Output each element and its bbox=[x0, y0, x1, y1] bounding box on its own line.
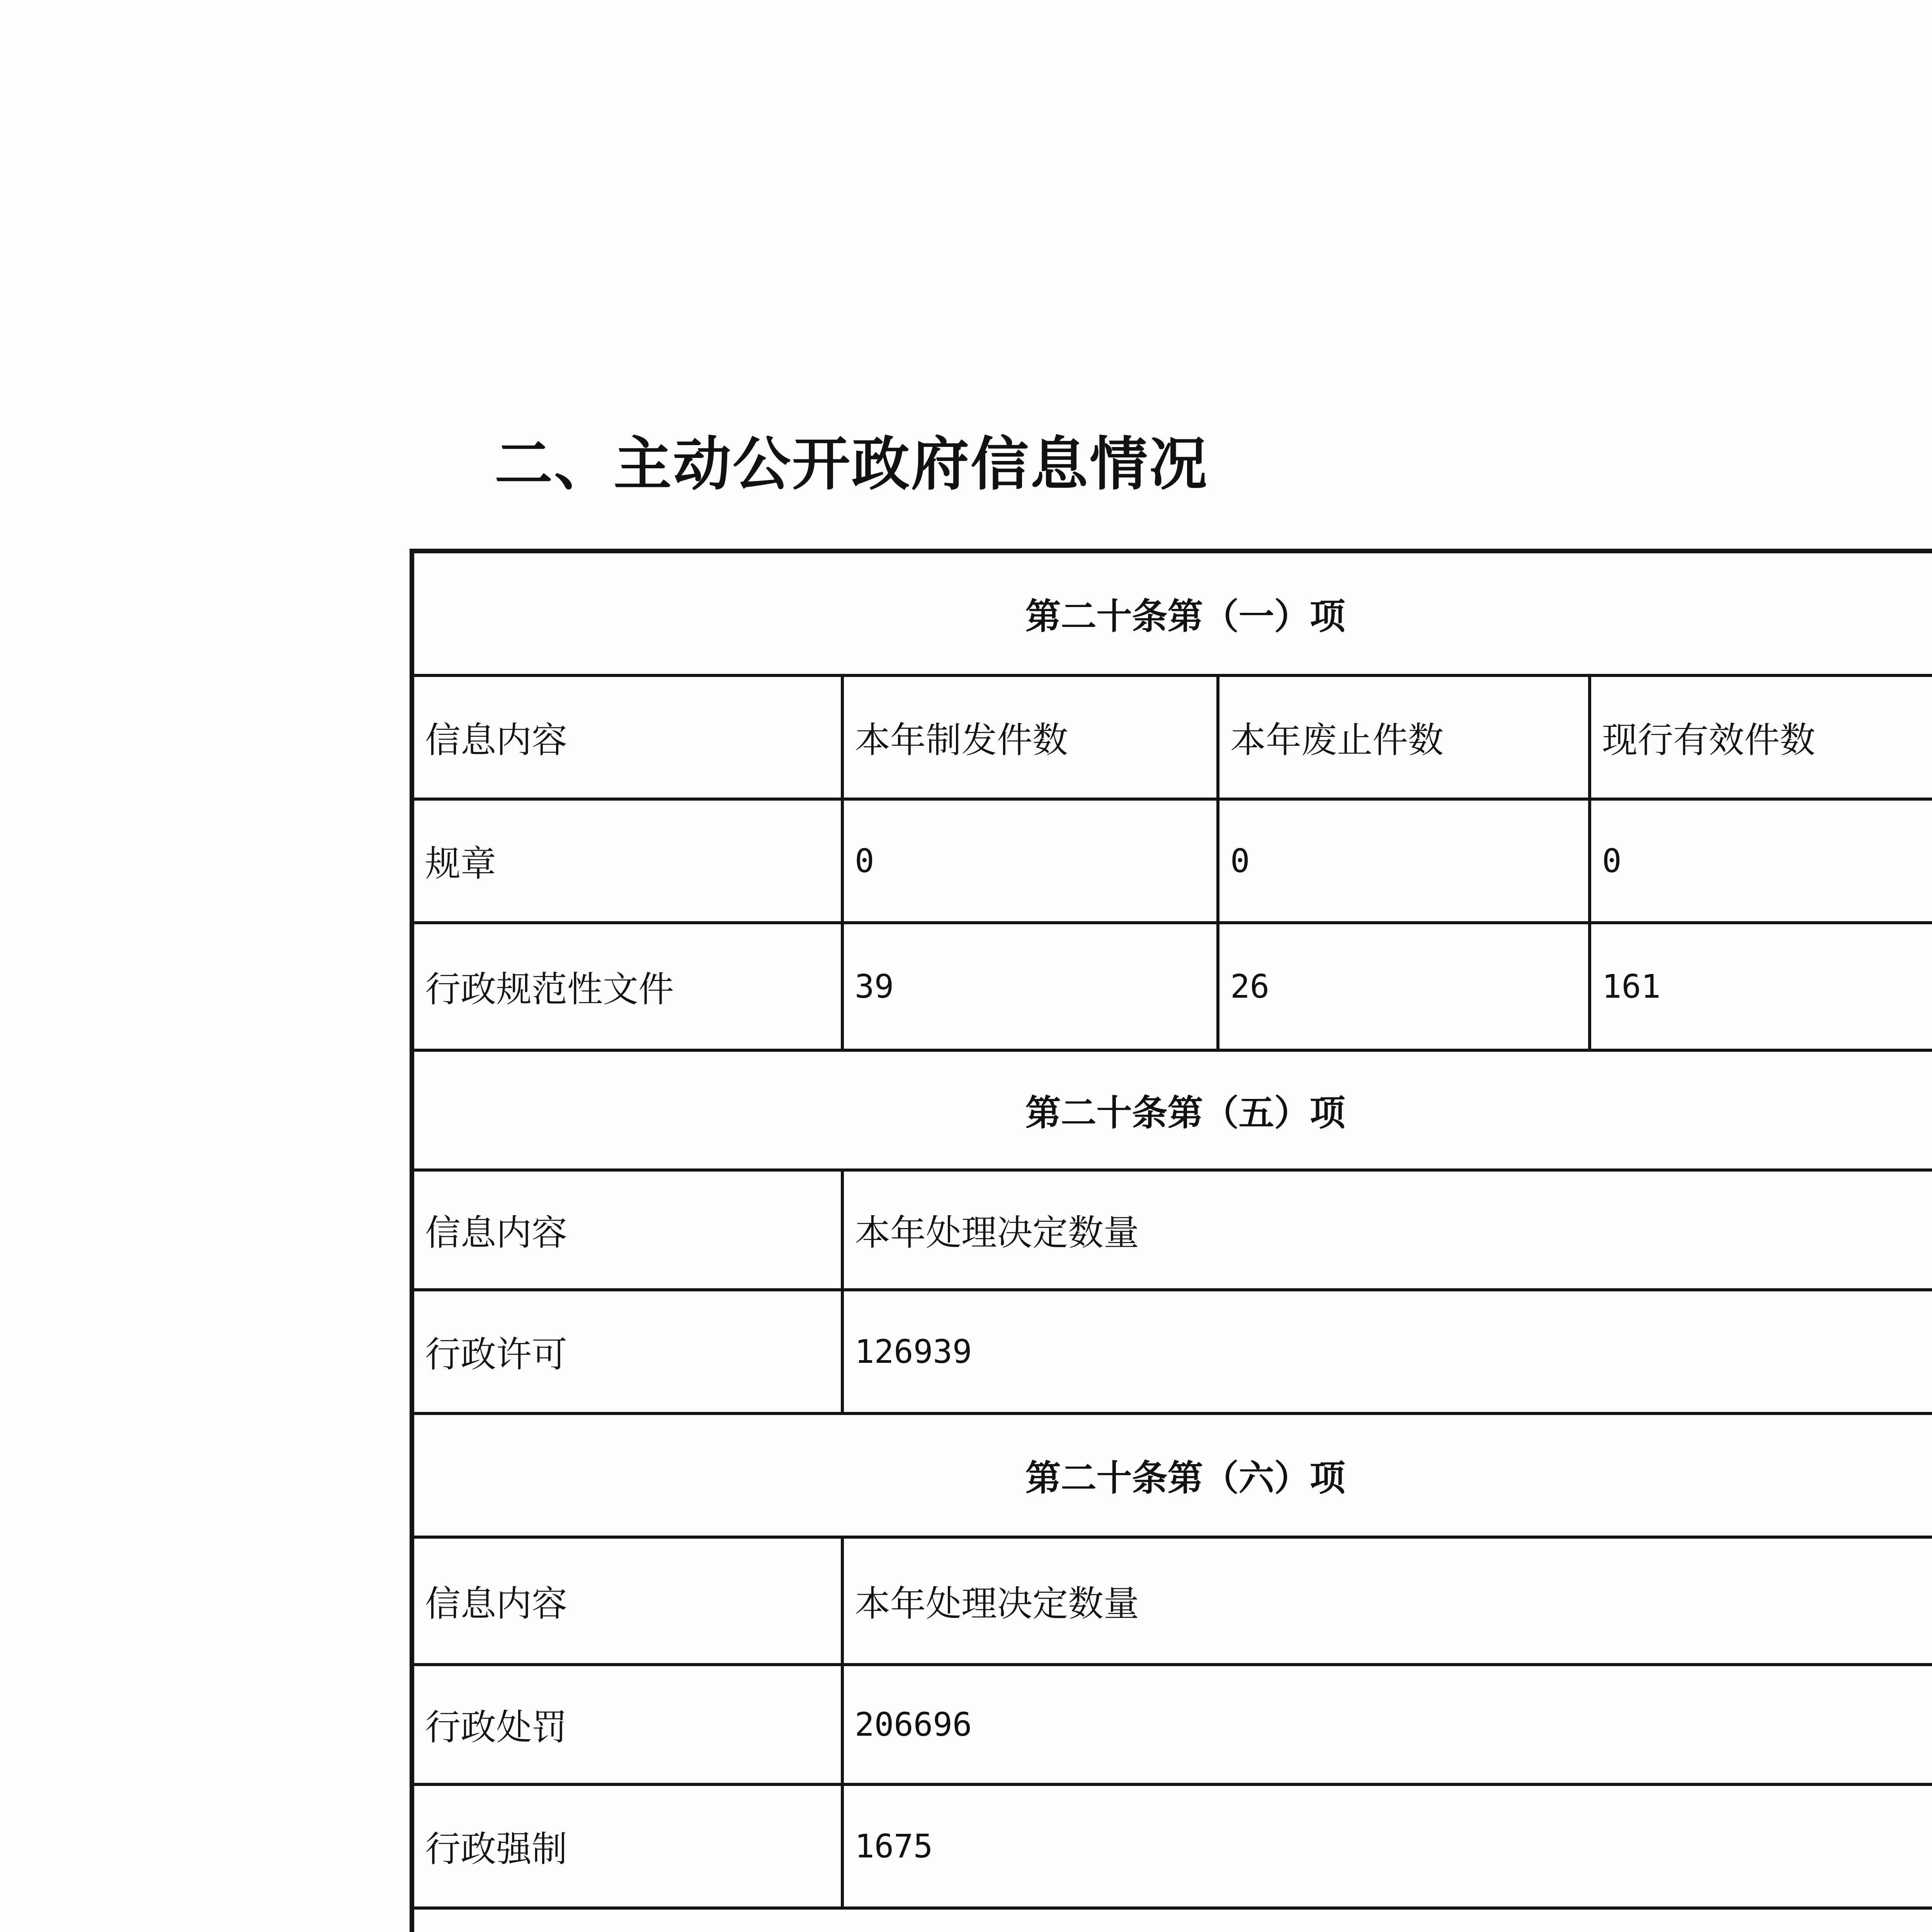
column-header: 现行有效件数 bbox=[1602, 719, 1816, 761]
section-header-row bbox=[414, 553, 1932, 677]
column-header: 信息内容 bbox=[414, 1539, 844, 1663]
row-label: 行政规范性文件 bbox=[414, 924, 844, 1049]
column-header: 信息内容 bbox=[414, 677, 844, 798]
section-header-row bbox=[414, 1910, 1932, 1932]
row-label: 行政强制 bbox=[414, 1786, 844, 1906]
row-label: 规章 bbox=[414, 801, 844, 921]
column-header-row bbox=[414, 1172, 1932, 1291]
table-cell: 0 bbox=[844, 801, 1219, 921]
table-row bbox=[414, 924, 1932, 1052]
section-title: 二、主动公开政府信息情况 bbox=[495, 431, 1209, 498]
disclosure-table bbox=[410, 549, 1932, 1932]
section-header-row bbox=[414, 1052, 1932, 1172]
column-header: 本年废止件数 bbox=[1219, 677, 1591, 798]
table-cell: 206696 bbox=[855, 1706, 972, 1743]
row-label: 行政处罚 bbox=[414, 1666, 844, 1783]
column-header-row bbox=[414, 677, 1932, 801]
table-cell: 161 bbox=[1602, 968, 1661, 1005]
row-label: 行政许可 bbox=[414, 1291, 844, 1412]
section-header: 第二十条第（五）项 bbox=[1025, 1092, 1345, 1134]
table-cell: 39 bbox=[844, 924, 1219, 1049]
section-header-row bbox=[414, 1415, 1932, 1539]
table-cell: 1675 bbox=[855, 1827, 933, 1865]
table-cell: 0 bbox=[1219, 801, 1591, 921]
section-header: 第二十条第（六）项 bbox=[1025, 1457, 1345, 1499]
column-header: 本年处理决定数量 bbox=[855, 1212, 1139, 1253]
table-cell: 26 bbox=[1219, 924, 1591, 1049]
table-cell: 126939 bbox=[855, 1333, 972, 1371]
table-row bbox=[414, 1291, 1932, 1415]
column-header-row bbox=[414, 1539, 1932, 1666]
section-header: 第二十条第（一）项 bbox=[1025, 595, 1345, 637]
table-row bbox=[414, 801, 1932, 924]
table-cell: 0 bbox=[1602, 842, 1622, 880]
table-row bbox=[414, 1666, 1932, 1786]
column-header: 本年处理决定数量 bbox=[855, 1583, 1139, 1624]
column-header: 信息内容 bbox=[414, 1172, 844, 1288]
section-header bbox=[414, 1910, 1932, 1932]
column-header: 本年制发件数 bbox=[844, 677, 1219, 798]
table-row bbox=[414, 1786, 1932, 1910]
